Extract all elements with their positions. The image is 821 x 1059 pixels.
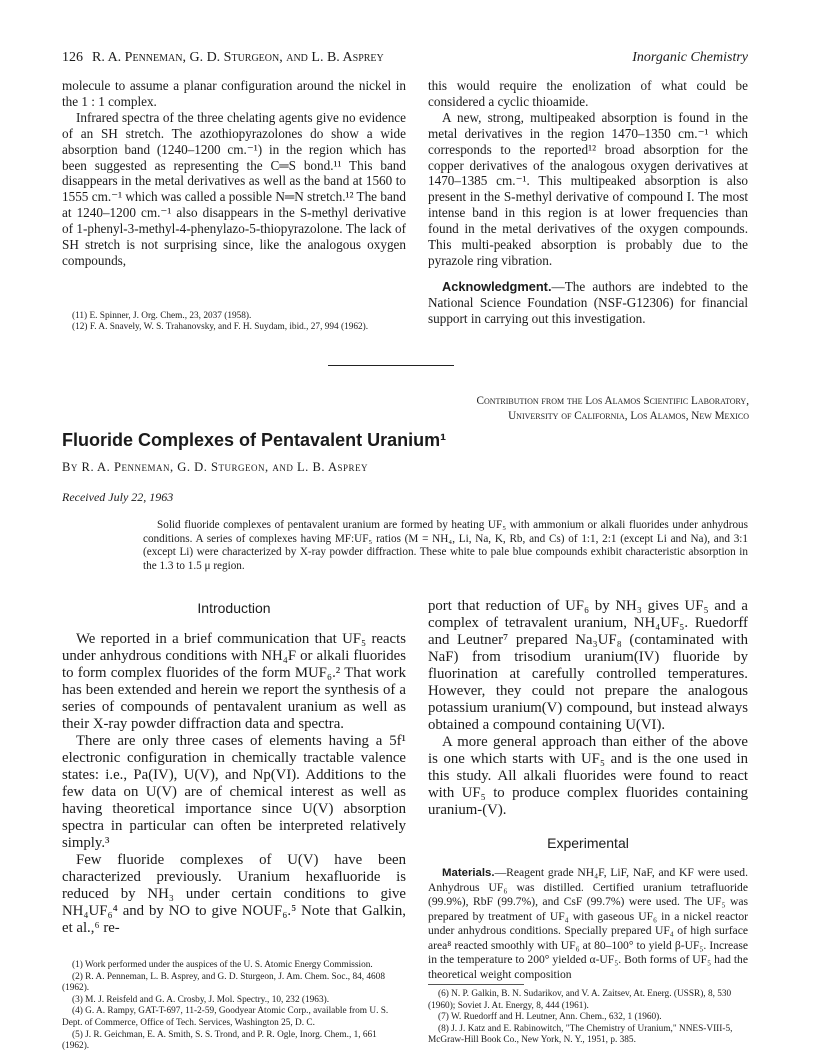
section-divider <box>328 365 454 366</box>
section-heading-experimental: Experimental <box>547 835 629 851</box>
footnote: (12) F. A. Snavely, W. S. Trahanovsky, and F. H. Suydam, ibid., 27, 994 (1962). <box>72 322 369 333</box>
abstract-text: Solid fluoride complexes of pentavalent uranium are formed by heating UF₅ with ammonium or alkali fluorides under anhydrous conditions. A series of complexes having MF:UF₅ ratios (M = NH₄, Li, Na, K, Rb, and Cs) of 1:1, 2:1 (except Li and Na), and 3:1 (except Li) were characterized by X-ray powder diffraction. These white to pale blue compounds exhibit characteristic absorption in the 1.3 to 1.5 μ region. <box>143 519 748 572</box>
paragraph: A more general approach than either of the above is one which starts with UF₅ and is the one used in this study. All alkali fluorides were found to react with UF₅ to produce complex fluorides containing uranium-(V). <box>428 734 748 818</box>
paragraph: We reported in a brief communication that UF₅ reacts under anhydrous conditions with NH₄F or alkali fluorides to form complex fluorides of the form MUF₆.² That work has been extended and herein we report the synthesis of a series of compounds of pentavalent uranium as well as their X-ray powder diffraction data and spectra. <box>62 631 406 732</box>
introduction-column-left <box>62 600 406 937</box>
footnote: (6) N. P. Galkin, B. N. Sudarikov, and V. A. Zaitsev, At. Energ. (USSR), 8, 530 (1960); Soviet J. At. Energy, 8, 444 (1961). <box>428 989 732 1011</box>
footnotes-left <box>62 960 402 1053</box>
top-right-column <box>428 78 748 327</box>
acknowledgment <box>428 279 748 327</box>
paragraph: molecule to assume a planar configuration around the nickel in the 1 : 1 complex. <box>62 78 406 109</box>
footnote: (3) M. J. Reisfeld and G. A. Crosby, J. Mol. Spectry., 10, 232 (1963). <box>72 994 330 1005</box>
contribution-line: Contribution from the Los Alamos Scientific Laboratory, <box>476 395 749 407</box>
footnote: (5) J. R. Geichman, E. A. Smith, S. S. Trond, and P. R. Ogle, Inorg. Chem., 1, 661 (1962). <box>62 1029 377 1052</box>
paragraph: port that reduction of UF₆ by NH₃ gives UF₅ and a complex of tetravalent uranium, NH₄UF₅. Ruedorff and Leutner⁷ prepared Na₃UF₈ (contaminated with NaF) from trisodium uranium(IV) fluoride by fluorination at carefully controlled temperatures. However, they could not prepare the analogous potassium uranium(V) compound, but instead always obtained a compound containing U(VI). <box>428 598 748 733</box>
acknowledgment-heading: Acknowledgment. <box>442 278 552 294</box>
paragraph: A new, strong, multipeaked absorption is found in the metal derivatives in the region 1470–1350 cm.⁻¹ which corresponds to the reported¹² broad absorption for the copper derivatives of the analogous oxygen derivatives at 1470–1385 cm.⁻¹. This multipeaked absorption is also present in the S-methyl derivative of compound I. The most intense band in this region is at lower frequencies than found in the metal derivatives of the oxygen compounds. This multi-peaked absorption is probably due to the pyrazole ring vibration. <box>428 109 748 268</box>
footnote: (11) E. Spinner, J. Org. Chem., 23, 2037 (1958). <box>72 311 252 321</box>
paragraph: Few fluoride complexes of U(V) have been characterized previously. Uranium hexafluoride is reduced by NH₃ under certain conditions to give NH₄UF₆⁴ and by NO to give NOUF₆.⁵ Note that Galkin, et al.,⁶ re- <box>62 852 406 936</box>
acknowledgment-text: —The authors are indebted to the National Science Foundation (NSF-G12306) for financial support in carrying out this investigation. <box>428 278 748 326</box>
paragraph: Infrared spectra of the three chelating agents give no evidence of an SH stretch. The azothiopyrazolones do show a wide absorption band (1240–1200 cm.⁻¹) in the region which has been suggested as representing the C═S bond.¹¹ This band disappears in the metal derivatives as well as the band at 1560 to 1555 cm.⁻¹ which was called a possible N═N stretch.¹² The band at 1240–1200 cm.⁻¹ also disappears in the S-methyl derivative of 1-phenyl-3-methyl-4-phenylazo-5-thiopyrazolone. The lack of SH stretch is not surprising since, like the analogous oxygen compounds, <box>62 109 406 268</box>
top-left-column <box>62 78 406 269</box>
materials-lead: Materials. <box>442 867 495 879</box>
article-title: Fluoride Complexes of Pentavalent Uranium¹ <box>62 430 447 450</box>
page-number: 126 <box>62 50 83 65</box>
abstract <box>143 519 748 573</box>
running-head-authors: R. A. Penneman, G. D. Sturgeon, and L. B. Asprey <box>92 50 384 65</box>
footnote-rule <box>428 984 524 985</box>
footnote: (4) G. A. Rampy, GAT-T-697, 11-2-59, Goodyear Atomic Corp., available from U. S. Dept. of Commerce, Office of Tech. Services, Washington 25, D. C. <box>62 1006 389 1028</box>
running-head-journal: Inorganic Chemistry <box>632 50 748 65</box>
contribution-line: University of California, Los Alamos, New Mexico <box>508 409 749 422</box>
paragraph: There are only three cases of elements having a 5f¹ electronic configuration in chemically tractable valence states: i.e., Pa(IV), U(V), and Np(VI). Additions to the few data on U(V) are of chemical interest as well as having theoretical importance since U(V) absorption spectra in particular can often be interpreted relatively simply.³ <box>62 733 406 851</box>
top-left-footnotes <box>62 311 402 333</box>
materials-text: —Reagent grade NH₄F, LiF, NaF, and KF were used. Anhydrous UF₆ was distilled. Certified uranium tetrafluoride (99.9%), RbF (99.7%), and CsF (99.7%) were used. The UF₅ was prepared by treatment of UF₄ with gaseous UF₆ in a nickel reactor under anhydrous conditions. Specially prepared UF₄ of high surface area⁸ reacted smoothly with UF₆ at 80–100° to yield β-UF₅. Increase in the temperature to 200° yielded α-UF₅. Both forms of UF₅ had the theoretical weight composition <box>428 866 748 981</box>
footnotes-right <box>428 984 746 1047</box>
section-heading-introduction: Introduction <box>197 600 271 616</box>
footnote: (2) R. A. Penneman, L. B. Asprey, and G. D. Sturgeon, J. Am. Chem. Soc., 84, 4608 (1962). <box>62 971 385 994</box>
footnote: (1) Work performed under the auspices of the U. S. Atomic Energy Commission. <box>72 960 373 970</box>
paragraph: this would require the enolization of what could be considered a cyclic thioamide. <box>428 78 748 109</box>
footnote: (8) J. J. Katz and E. Rabinowitch, "The Chemistry of Uranium," NNES-VIII-5, McGraw-Hill Book Co., New York, N. Y., 1951, p. 385. <box>428 1023 733 1046</box>
experimental-materials <box>428 866 748 982</box>
article-byline: By R. A. Penneman, G. D. Sturgeon, and L. B. Asprey <box>62 460 369 474</box>
contribution-affiliation <box>477 394 749 423</box>
introduction-column-right <box>428 598 748 982</box>
footnote: (7) W. Ruedorff and H. Leutner, Ann. Chem., 632, 1 (1960). <box>438 1012 662 1023</box>
received-date: Received July 22, 1963 <box>62 490 174 504</box>
